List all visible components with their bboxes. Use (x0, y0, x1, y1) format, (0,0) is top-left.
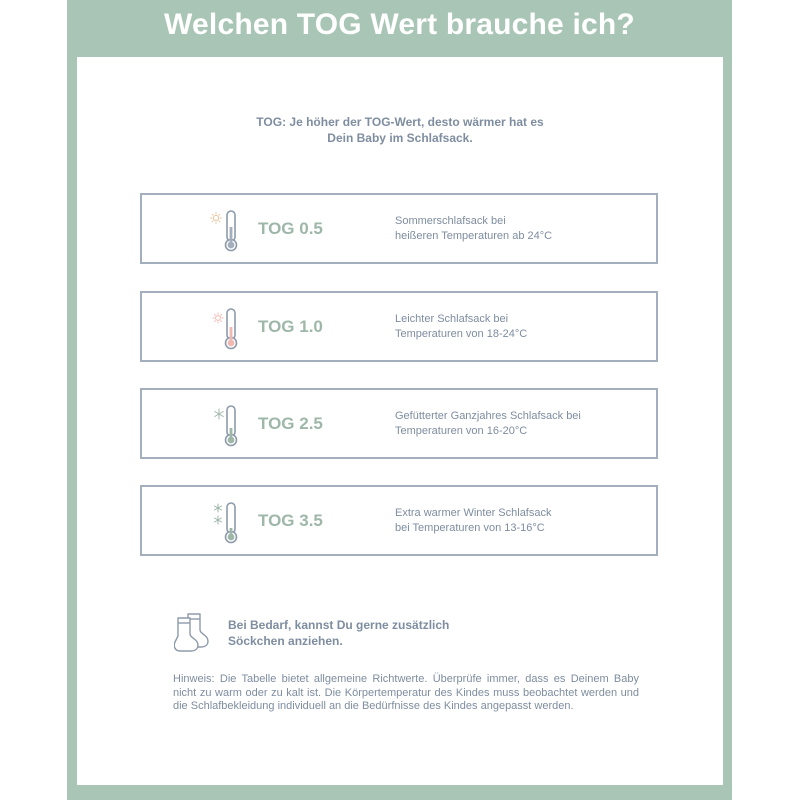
tog-label: TOG 3.5 (258, 511, 323, 530)
disclaimer-note: Hinweis: Die Tabelle bietet allgemeine Richtwerte. Überprüfe immer, dass es Deinem Baby nicht zu warm oder zu kalt ist. Die Körpertemperatur des Kindes muss beobachtet werden und die Schlafbekleidung individuell an die Bedürfnisse des Kindes angepasst werden. (173, 673, 639, 712)
socks-hint (228, 617, 528, 649)
tog-description-line-1: Sommerschlafsack bei (395, 214, 506, 227)
tog-label: TOG 1.0 (258, 317, 323, 336)
tog-description-line-2: bei Temperaturen von 13-16°C (395, 521, 545, 534)
tog-description-line-2: heißeren Temperaturen ab 24°C (395, 229, 553, 242)
tog-description-line-1: Gefütterter Ganzjahres Schlafsack bei (395, 409, 581, 422)
tog-description (395, 390, 581, 457)
tog-description (395, 487, 551, 554)
tog-description-line-1: Leichter Schlafsack bei (395, 312, 509, 325)
snowflakes-thermometer-icon (210, 501, 240, 545)
content-panel (77, 57, 723, 785)
intro-line-2: Dein Baby im Schlafsack. (327, 131, 473, 145)
tog-label: TOG 2.5 (258, 414, 323, 433)
tog-description (395, 293, 527, 360)
page-frame (67, 0, 732, 800)
intro-text (77, 114, 723, 146)
socks-hint-line-2: Söckchen anziehen. (228, 634, 343, 648)
tog-description-line-2: Temperaturen von 16-20°C (395, 424, 528, 437)
tog-card-3-5 (140, 485, 658, 556)
socks-icon (174, 608, 218, 652)
tog-description (395, 195, 552, 262)
tog-description-line-1: Extra warmer Winter Schlafsack (395, 506, 552, 519)
tog-card-0-5 (140, 193, 658, 264)
page-title: Welchen TOG Wert brauche ich? (164, 8, 635, 41)
tog-label: TOG 0.5 (258, 219, 323, 238)
tog-description-line-2: Temperaturen von 18-24°C (395, 327, 528, 340)
sun-thermometer-icon (210, 209, 240, 253)
tog-card-1-0 (140, 291, 658, 362)
snowflake-thermometer-icon (210, 404, 240, 448)
sun-thermometer-icon (210, 307, 240, 351)
intro-line-1: TOG: Je höher der TOG-Wert, desto wärmer hat es (256, 115, 544, 129)
tog-card-2-5 (140, 388, 658, 459)
socks-hint-line-1: Bei Bedarf, kannst Du gerne zusätzlich (228, 618, 450, 632)
